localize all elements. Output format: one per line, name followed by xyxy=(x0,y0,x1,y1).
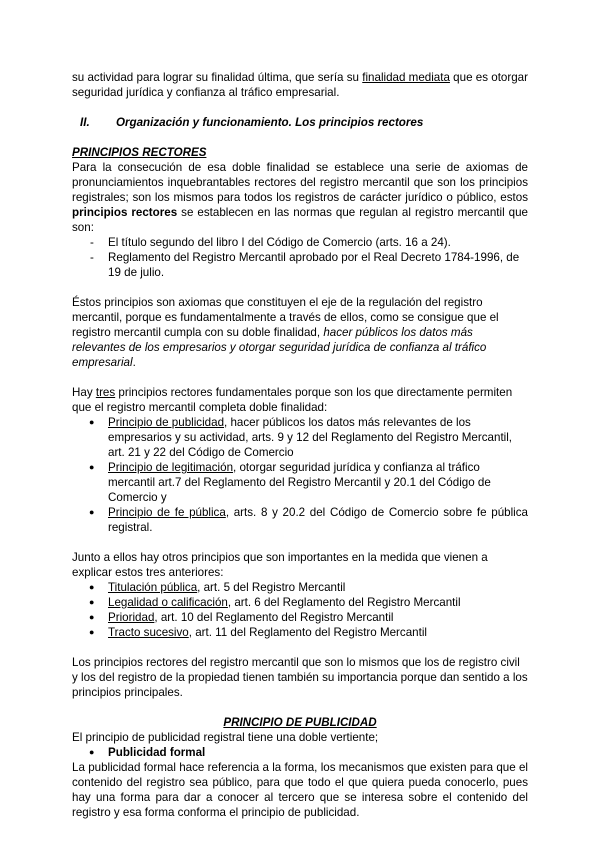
intro-text-a: su actividad para lograr su finalidad última, que sería su xyxy=(72,71,363,84)
paragraph-doble-vertiente: El principio de publicidad registral tiene una doble vertiente; xyxy=(72,731,379,744)
list-item xyxy=(72,580,528,595)
principle-name: Prioridad xyxy=(108,611,155,624)
principios-rectores-heading: PRINCIPIOS RECTORES xyxy=(72,146,207,159)
para1-text-a: Para la consecución de esa doble finalidad se establece una serie de axiomas de pronunciamientos inquebrantables rectores del registro mercantil que son los principios registrales; son los mismos para todos los registros de carácter jurídico o público, estos xyxy=(72,161,528,204)
bullet-icon: ● xyxy=(89,462,95,472)
principle-text: , arts. 8 y 20.2 del Código de Comercio sobre fe pública registral. xyxy=(108,506,528,534)
paragraph-eje xyxy=(72,295,528,370)
list-item xyxy=(72,610,528,625)
para2-text-a: Éstos principios son axiomas que constituyen el eje de la regulación del registro mercantil, porque es fundamentalmente a través de ellos, como se consigue que el registro mercantil cumpla con su doble finalidad, xyxy=(72,296,499,339)
bullet-icon: ● xyxy=(89,627,95,637)
principle-text: , art. 10 del Reglamento del Registro Mercantil xyxy=(154,611,394,624)
para2-italic: hacer públicos los datos más relevantes de los empresarios y otorgar seguridad jurídica de confianza al tráfico empresarial xyxy=(72,326,487,369)
principle-name: Principio de publicidad xyxy=(108,416,225,429)
principle-name: Titulación pública xyxy=(108,581,198,594)
section-title: Organización y funcionamiento. Los principios rectores xyxy=(116,116,424,129)
section-number: II. xyxy=(80,116,90,129)
list-item xyxy=(72,415,528,460)
principle-text: , art. 6 del Reglamento del Registro Mercantil xyxy=(227,596,461,609)
bullet-icon: ● xyxy=(89,417,95,427)
other-principles-list xyxy=(72,580,528,640)
list-item: - Reglamento del Registro Mercantil aprobado por el Real Decreto 1784-1996, de 19 de julio. xyxy=(72,250,528,280)
para3-text-a: Hay xyxy=(72,386,96,399)
principle-name: Principio de legitimación xyxy=(108,461,234,474)
para1-text-b: se establecen en las normas que regulan al registro mercantil que son: xyxy=(72,206,528,234)
main-principles-list xyxy=(72,415,528,535)
bullet-icon: ● xyxy=(89,747,95,757)
publicidad-formal-subheading xyxy=(72,745,528,760)
paragraph-registro-civil: Los principios rectores del registro mercantil que son lo mismos que los de registro civil y los del registro de la propiedad tienen también su importancia porque dan sentido a los principios principales. xyxy=(72,656,528,699)
paragraph-axiomas xyxy=(72,160,528,235)
principio-publicidad-heading: PRINCIPIO DE PUBLICIDAD xyxy=(223,716,377,729)
list-item xyxy=(72,505,528,535)
principle-text: , hacer públicos los datos más relevantes de los empresarios y su actividad, arts. 9 y 12 del Reglamento del Registro Mercantil, art. 21 y 22 del Código de Comercio xyxy=(108,416,513,459)
principle-name: Legalidad o calificación xyxy=(108,596,228,609)
tres-term: tres xyxy=(95,386,116,399)
subheading-text: Publicidad formal xyxy=(108,746,206,759)
paragraph-junto: Junto a ellos hay otros principios que son importantes en la medida que vienen a explicar estos tres anteriores: xyxy=(72,551,488,579)
principle-text: , art. 5 del Registro Mercantil xyxy=(197,581,346,594)
principle-text: , otorgar seguridad jurídica y confianza al tráfico mercantil art.7 del Reglamento del Registro Mercantil y 20.1 del Código de Comercio y xyxy=(108,461,491,504)
para2-text-b: . xyxy=(132,356,136,369)
principle-name: Tracto sucesivo xyxy=(108,626,189,639)
intro-paragraph xyxy=(72,70,528,100)
principle-text: , art. 11 del Reglamento del Registro Mercantil xyxy=(188,626,427,639)
list-item xyxy=(72,595,528,610)
bullet-icon: ● xyxy=(89,507,95,517)
para3-text-b: principios rectores fundamentales porque son los que directamente permiten que el registro mercantil completa doble finalidad: xyxy=(72,386,513,414)
principle-name: Principio de fe pública xyxy=(108,506,226,519)
bullet-icon: ● xyxy=(89,612,95,622)
list-item xyxy=(72,625,528,640)
intro-text-b: que es otorgar seguridad jurídica y confianza al tráfico empresarial. xyxy=(72,71,528,99)
bullet-icon: ● xyxy=(89,597,95,607)
page-content xyxy=(72,70,528,820)
section-heading xyxy=(72,115,528,130)
paragraph-publicidad-formal: La publicidad formal hace referencia a la forma, los mecanismos que existen para que el contenido del registro sea público, para que todo el que quiera pueda conocerlo, pues hay una forma para dar a conocer al tercero que se interesa sobre el contenido del registro y esa forma conforma el principio de publicidad. xyxy=(72,761,528,819)
principios-rectores-term: principios rectores xyxy=(72,206,178,219)
list-item: - El título segundo del libro I del Código de Comercio (arts. 16 a 24). xyxy=(72,235,528,250)
bullet-icon: ● xyxy=(89,582,95,592)
finalidad-mediata-term: finalidad mediata xyxy=(362,71,450,84)
list-item xyxy=(72,460,528,505)
paragraph-tres xyxy=(72,385,528,415)
norms-list xyxy=(72,235,528,280)
